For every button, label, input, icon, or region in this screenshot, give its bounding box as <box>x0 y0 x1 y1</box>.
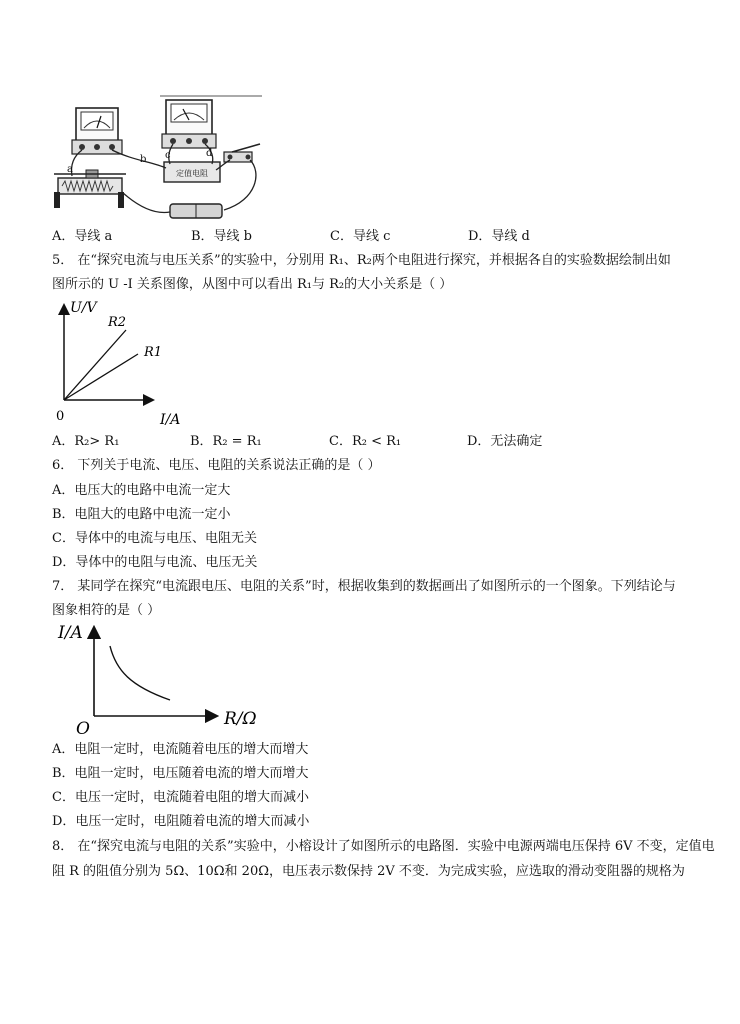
q6-option-d[interactable]: D．导体中的电阻与电流、电压无关 <box>52 555 258 570</box>
wire-label-a: a <box>67 164 73 175</box>
q7-option-c[interactable]: C．电压一定时，电流随着电阻的增大而减小 <box>52 790 309 805</box>
q5-option-b[interactable]: B．R₂ = R₁ <box>190 434 262 449</box>
q5-origin-label: 0 <box>56 409 65 424</box>
q7-stem-line1: 7． 某同学在探究“电流跟电压、电阻的关系”时，根据收集到的数据画出了如图所示的一个图象。下列结论与 <box>52 579 676 594</box>
q4-option-c[interactable]: C．导线 c <box>330 229 391 244</box>
fixed-resistor-icon <box>164 162 220 182</box>
q5-x-axis-label: I/A <box>160 412 181 428</box>
q5-stem-line2: 图所示的 U -I 关系图像，从图中可以看出 R₁与 R₂的大小关系是（ ） <box>52 277 453 292</box>
q5-line-r2 <box>64 330 126 400</box>
wire-label-d: d <box>206 148 213 159</box>
q5-line-r1 <box>64 354 138 400</box>
q7-ir-graph <box>52 620 272 738</box>
q6-stem: 6． 下列关于电流、电压、电阻的关系说法正确的是（ ） <box>52 458 381 473</box>
q6-option-b[interactable]: B．电阻大的电路中电流一定小 <box>52 507 231 522</box>
q5-ui-graph <box>52 296 212 428</box>
q4-circuit-figure <box>52 92 274 226</box>
voltmeter-icon <box>162 100 216 148</box>
q7-y-axis-label: I/A <box>58 623 83 643</box>
q7-option-a[interactable]: A．电阻一定时，电流随着电压的增大而增大 <box>52 742 309 757</box>
switch-icon <box>224 144 260 162</box>
q6-option-c[interactable]: C．导体中的电流与电压、电阻无关 <box>52 531 257 546</box>
q7-option-d[interactable]: D．电压一定时，电阻随着电流的增大而减小 <box>52 814 310 829</box>
q4-option-a[interactable]: A．导线 a <box>52 229 113 244</box>
q7-curve <box>110 646 170 700</box>
battery-icon <box>170 204 222 218</box>
q5-y-axis-label: U/V <box>70 300 97 316</box>
q5-stem-line1: 5． 在“探究电流与电压关系”的实验中，分别用 R₁、R₂两个电阻进行探究，并根据各自的实验数据绘制出如 <box>52 253 671 268</box>
ammeter-icon <box>72 108 122 154</box>
q7-origin-label: O <box>76 719 90 738</box>
q7-stem-line2: 图象相符的是（ ） <box>52 603 161 618</box>
q5-line-r1-label: R1 <box>144 345 163 360</box>
q5-option-d[interactable]: D．无法确定 <box>467 434 543 449</box>
q5-option-c[interactable]: C．R₂ < R₁ <box>329 434 402 449</box>
wire-label-c: c <box>165 150 171 161</box>
q5-line-r2-label: R2 <box>108 315 127 330</box>
q8-stem: 8． 在“探究电流与电阻的关系”实验中，小榕设计了如图所示的电路图．实验中电源两端电压保持 6V 不变，定值电阻 R 的阻值分别为 5Ω、10Ω和 20Ω，电压表示数保持 2V 不变．为完成实验，应选取的滑动变阻器的规格为 <box>52 839 715 879</box>
q6-option-a[interactable]: A．电压大的电路中电流一定大 <box>52 483 231 498</box>
q5-option-a[interactable]: A．R₂> R₁ <box>52 434 120 449</box>
rheostat-icon <box>54 170 126 208</box>
q4-option-d[interactable]: D．导线 d <box>468 229 530 244</box>
q4-option-b[interactable]: B．导线 b <box>191 229 253 244</box>
wire-label-b: b <box>140 154 147 165</box>
svg-text:定值电阻: 定值电阻 <box>176 169 208 178</box>
q7-option-b[interactable]: B．电阻一定时，电压随着电流的增大而增大 <box>52 766 309 781</box>
q7-x-axis-label: R/Ω <box>224 709 257 729</box>
